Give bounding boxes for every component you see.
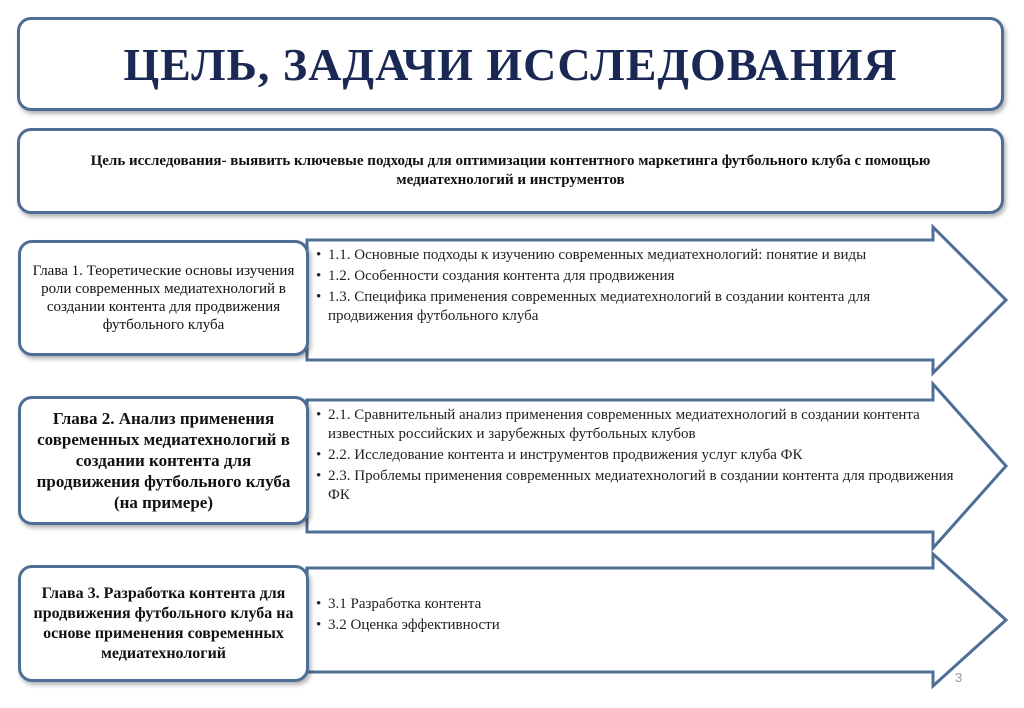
- item-text: 1.2. Особенности создания контента для продвижения: [328, 268, 675, 284]
- goal-box: [17, 128, 1004, 214]
- item-text: 1.3. Специфика применения современных медиатехнологий в создании контента для продвижения футбольного клуба: [328, 289, 871, 324]
- chapter-1-box: [18, 240, 309, 356]
- chapter-1-label: Глава 1. Теоретические основы изучения роли современных медиатехнологий в создании контента для продвижения футбольного клуба: [32, 263, 295, 333]
- item-text: 1.1. Основные подходы к изучению современных медиатехнологий: понятие и виды: [328, 247, 867, 263]
- list-item: [316, 406, 956, 444]
- chapter-2-items: [316, 406, 956, 507]
- list-item: [316, 446, 956, 465]
- bullet-icon: •: [316, 617, 322, 633]
- item-text: 2.3. Проблемы применения современных медиатехнологий в создании контента для продвижения ФК: [328, 468, 954, 503]
- list-item: [316, 288, 956, 326]
- item-text: 3.1 Разработка контента: [328, 596, 482, 612]
- chapter-3-items: [316, 595, 956, 637]
- page-number: 3: [955, 670, 963, 685]
- bullet-icon: •: [316, 468, 322, 484]
- bullet-icon: •: [316, 247, 322, 263]
- chapter-2-box: [18, 396, 309, 525]
- bullet-icon: •: [316, 596, 322, 612]
- chapter-2-label: Глава 2. Анализ применения современных медиатехнологий в создании контента для продвижения футбольного клуба (на примере): [36, 409, 291, 512]
- list-item: [316, 246, 956, 265]
- list-item: [316, 595, 956, 614]
- chapter-1-items: [316, 246, 956, 328]
- bullet-icon: •: [316, 447, 322, 463]
- list-item: [316, 267, 956, 286]
- item-text: 2.2. Исследование контента и инструментов продвижения услуг клуба ФК: [328, 447, 803, 463]
- bullet-icon: •: [316, 407, 322, 423]
- research-goal: Цель исследования- выявить ключевые подходы для оптимизации контентного маркетинга футбольного клуба с помощью медиатехнологий и инструментов: [90, 153, 931, 188]
- chapter-3-label: Глава 3. Разработка контента для продвижения футбольного клуба на основе применения современных медиатехнологий: [33, 584, 294, 662]
- list-item: [316, 467, 956, 505]
- bullet-icon: •: [316, 268, 322, 284]
- item-text: 3.2 Оценка эффективности: [328, 617, 500, 633]
- slide-title: ЦЕЛЬ, ЗАДАЧИ ИССЛЕДОВАНИЯ: [123, 38, 898, 90]
- bullet-icon: •: [316, 289, 322, 305]
- title-box: [17, 17, 1004, 111]
- chapter-3-box: [18, 565, 309, 682]
- item-text: 2.1. Сравнительный анализ применения современных медиатехнологий в создании контента известных российских и зарубежных футбольных клубов: [328, 407, 920, 442]
- list-item: [316, 616, 956, 635]
